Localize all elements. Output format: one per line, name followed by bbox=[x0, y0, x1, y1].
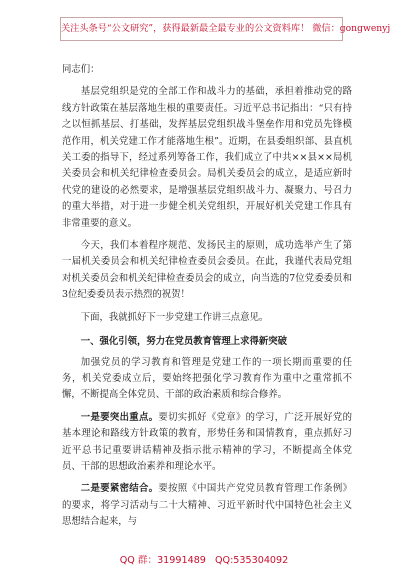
page-footer bbox=[0, 552, 408, 566]
paragraph-5 bbox=[62, 410, 352, 476]
paragraph-6 bbox=[62, 481, 352, 530]
greeting: 同志们： bbox=[62, 64, 100, 75]
section-heading-1: 一、强化引领，努力在党员教育管理上求得新突破 bbox=[80, 336, 288, 348]
paragraph-4: 加强党员的学习教育和管理是党建工作的一项长期而重要的任务，机关党委成立后，要始终把强化学习教育作为重中之重常抓不懈，不断提高全体党员、干部的政治素质和综合修养。 bbox=[62, 356, 352, 401]
paragraph-2: 今天，我们本着程序规范、发扬民主的原则，成功选举产生了第一届机关委员会和机关纪律检查委员会委员。在此，我谨代表局党组对机关委员会和机关纪律检查委员会的成立，向当选的7位党委委员和3位纪委委员表示热烈的祝贺！ bbox=[62, 240, 352, 301]
paragraph-6-text: 要按照《中国共产党党员教育管理工作条例》的要求，将学习活动与二十大精神、习近平新时代中国特色社会主义思想结合起来，与 bbox=[62, 483, 352, 528]
paragraph-3: 下面，我就抓好下一步党建工作讲三点意见。 bbox=[80, 311, 269, 323]
paragraph-6-lead: 二是要紧密结合。 bbox=[80, 483, 159, 495]
promo-banner: 关注头条号“公文研究”，获得最新最全最专业的公文资料库！ 微信：gongwenyj bbox=[60, 17, 343, 41]
footer-qq: QQ:535304092 bbox=[214, 555, 289, 566]
paragraph-1: 基层党组织是党的全部工作和战斗力的基础，承担着推动党的路线方针政策在基层落地生根的重要责任。习近平总书记指出：“只有持之以恒抓基层、打基础，发挥基层党组织战斗堡垒作用和党员先锋模范作用，机关党建工作才能落地生根”。近期，在县委组织部、县直机关工委的指导下，经过系列筹备工作，我们成立了中共××县××局机关委员会和机关纪律检查委员会。局机关委员会的成立，是适应新时代党的建设的必然要求，是增强基层党组织战斗力、凝聚力、号召力的重大举措，对于进一步健全机关党组织，开展好机关党建工作具有非常重要的意义。 bbox=[62, 86, 352, 229]
document-body bbox=[62, 58, 352, 531]
paragraph-5-lead: 一是要突出重点。 bbox=[80, 411, 159, 423]
paragraph-5-text: 要切实抓好《党章》的学习，广泛开展好党的基本理论和路线方针政策的教育，形势任务和国情教育，重点抓好习近平总书记重要讲话精神及指示批示精神的学习，不断提高全体党员、干部的思想政治素养和理论水平。 bbox=[62, 411, 352, 472]
footer-qq-group: QQ 群：31991489 bbox=[119, 555, 206, 566]
